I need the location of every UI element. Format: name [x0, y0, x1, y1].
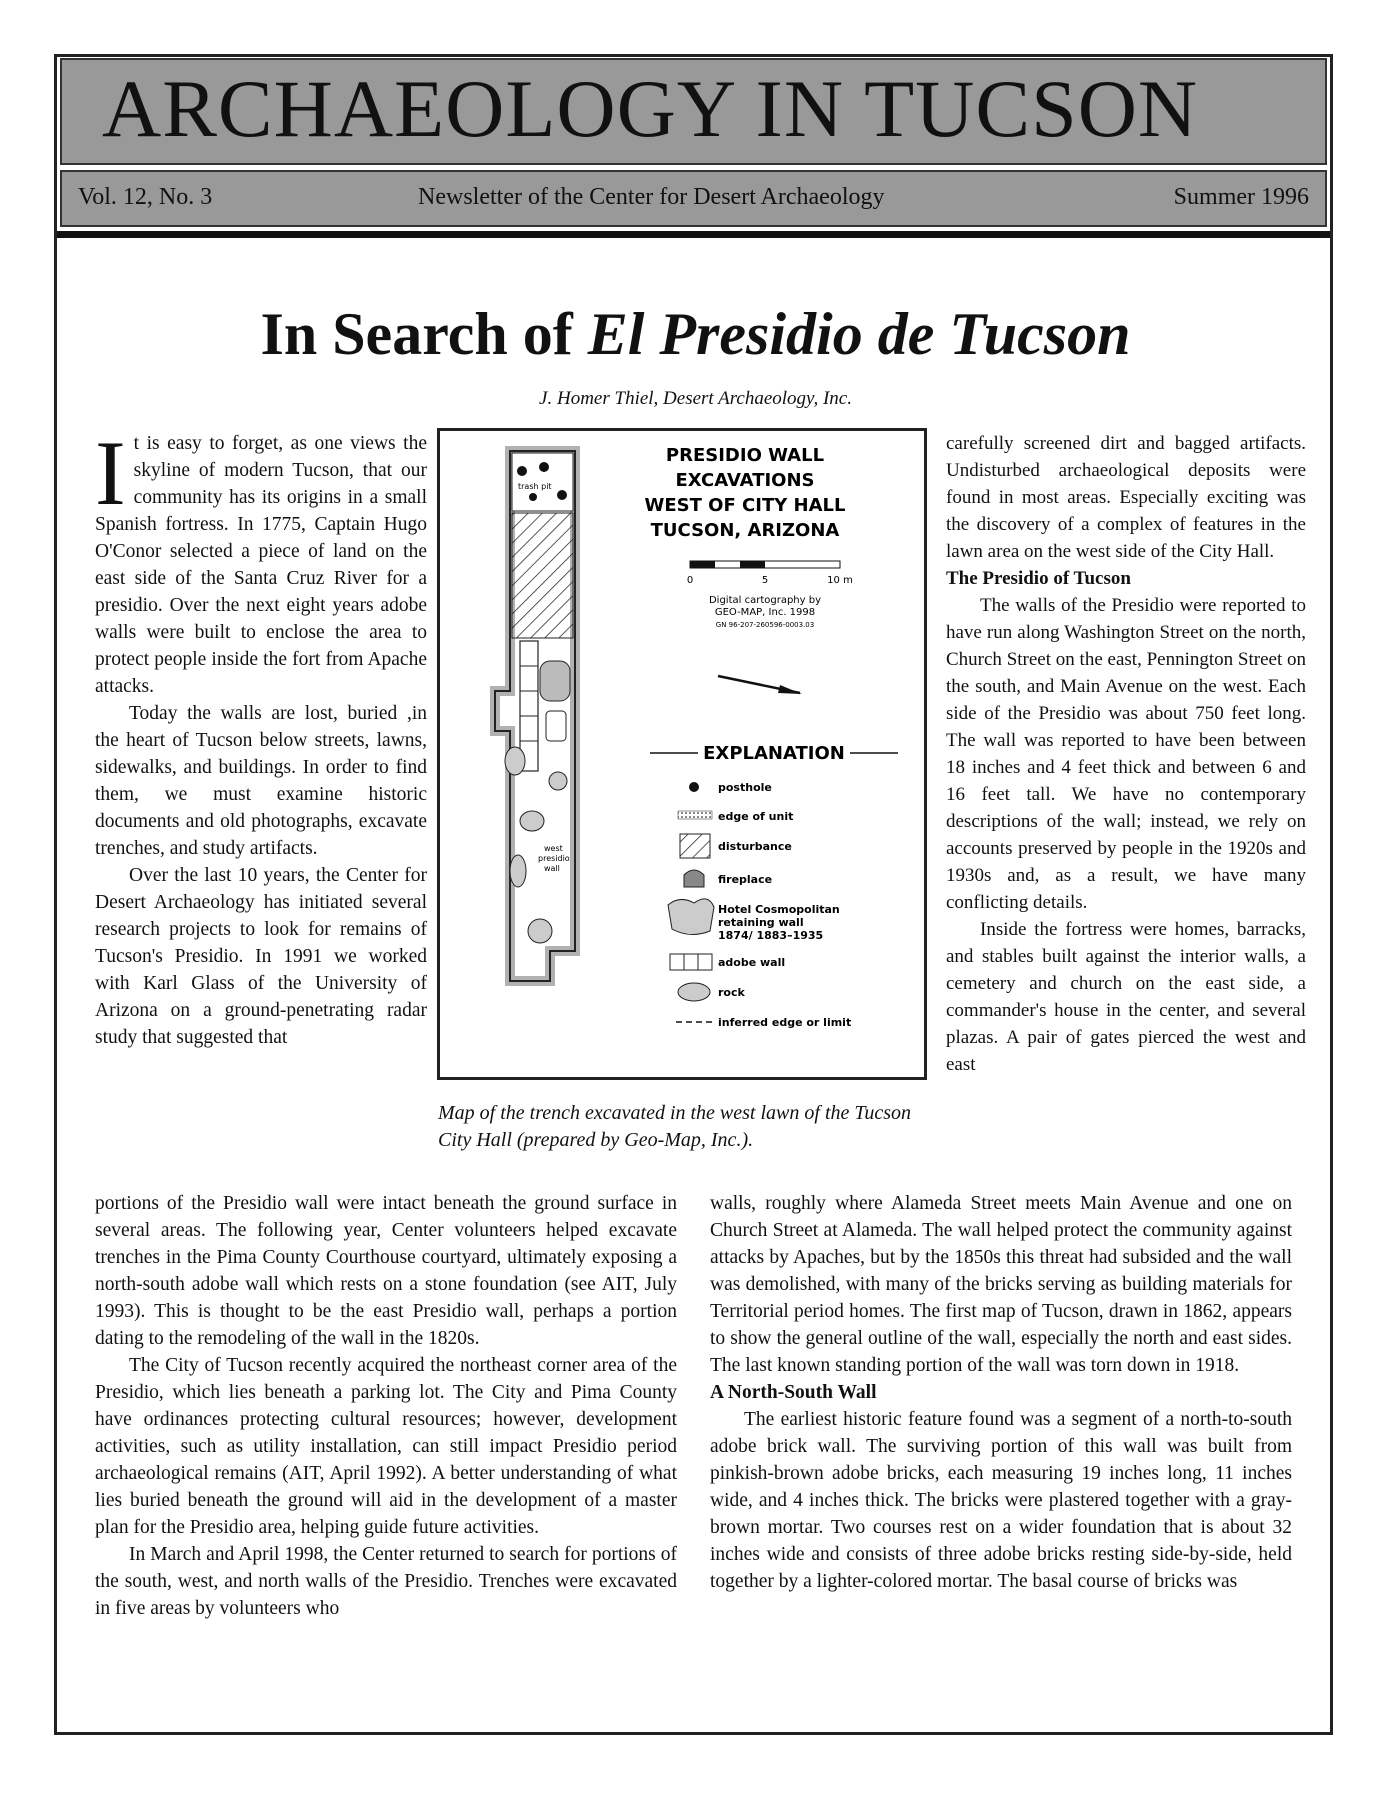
map-caption: Map of the trench excavated in the west lawn of the Tucson City Hall (prepared by Geo-Map, Inc.).: [438, 1102, 912, 1151]
credit-3: GN 96-207-260596-0003.03: [715, 621, 815, 629]
trench-map-figure: [437, 428, 927, 1080]
article-byline: J. Homer Thiel, Desert Archaeology, Inc.: [539, 388, 852, 409]
legend-adobe-wall: adobe wall: [718, 956, 786, 969]
drop-cap: I: [95, 422, 126, 524]
masthead: [60, 58, 1327, 165]
paragraph: Inside the fortress were homes, barracks, and stables built against the interior walls, a cemetery and church on the east side, a commander's house in the center, and several plazas. A pair of gates pierced the west and east: [946, 919, 1306, 1075]
scale-0: 0: [686, 575, 694, 586]
article-title-plain: In Search of: [260, 301, 573, 367]
paragraph: portions of the Presidio wall were intact beneath the ground surface in several areas. The following year, Center volunteers helped excavate trenches in the Pima County Courthouse courtyard, ultimately exposing a north-south adobe wall which rests on a stone foundation (see AIT, July 1993). This is thought to be the east Presidio wall, perhaps a portion dating to the remodeling of the wall in the 1820s.: [95, 1193, 677, 1349]
left-column: [95, 422, 427, 1051]
paragraph: Today the walls are lost, buried ,in the heart of Tucson below streets, lawns, sidewalks, and buildings. In order to find them, we must examine historic documents and old photographs, excavate trenches, and study artifacts.: [95, 703, 427, 859]
left-lower-column: [95, 1190, 677, 1622]
legend-hotel-2: retaining wall: [718, 916, 804, 929]
map-title-2: EXCAVATIONS: [675, 470, 815, 491]
legend-disturbance: disturbance: [718, 840, 792, 853]
paragraph: The earliest historic feature found was a segment of a north-to-south adobe brick wall. The surviving portion of this wall was built from pinkish-brown adobe bricks, each measuring 19 inches long, 11 inches wide, and 4 inches thick. The bricks were plastered together with a gray-brown mortar. Two courses rest on a wider foundation that is about 32 inches wide and consists of three adobe bricks resting side-by-side, held together by a lighter-colored mortar. The basal course of bricks was: [710, 1409, 1292, 1592]
wall-label-3: wall: [544, 864, 560, 873]
credit-1: Digital cartography by: [708, 595, 822, 606]
scale-10: 10 m: [827, 575, 853, 586]
scale-5: 5: [761, 575, 769, 586]
paragraph: The walls of the Presidio were reported to have run along Washington Street on the north, Church Street on the east, Pennington Street on the south, and Main Avenue on the west. Each side of the Presidio was about 750 feet long. The wall was reported to have been between 18 inches and 4 feet thick and between 6 and 16 feet tall. We have no contemporary descriptions of the wall; instead, we rely on accounts preserved by people in the 1920s and 1930s and, as a result, we have many conflicting details.: [946, 595, 1306, 913]
map-title-4: TUCSON, ARIZONA: [650, 520, 840, 541]
newsletter-subtitle: Newsletter of the Center for Desert Archaeology: [418, 184, 885, 210]
legend-fireplace: fireplace: [718, 873, 773, 886]
article-title-italic: El Presidio de Tucson: [587, 301, 1131, 367]
wall-label-2: presidio: [538, 854, 570, 863]
paragraph: The City of Tucson recently acquired the northeast corner area of the Presidio, which lies beneath a parking lot. The City and Pima County have ordinances protecting cultural resources; however, development activities, such as utility installation, can still impact Presidio period archaeological remains (AIT, April 1992). A better understanding of what lies buried beneath the ground will aid in the development of a master plan for the Presidio area, helping guide future activities.: [95, 1355, 677, 1538]
issue-date: Summer 1996: [1173, 184, 1309, 210]
trench-map: [440, 431, 924, 1077]
paragraph: Over the last 10 years, the Center for Desert Archaeology has initiated several research projects to look for remains of Tucson's Presidio. In 1991 we worked with Karl Glass of the University of Arizona on a ground-penetrating radar study that suggested that: [95, 865, 427, 1048]
legend-inferred-edge: inferred edge or limit: [718, 1016, 852, 1029]
newsletter-title: ARCHAEOLOGY IN TUCSON: [102, 63, 1199, 154]
legend-hotel-1: Hotel Cosmopolitan: [718, 903, 840, 916]
paragraph: In March and April 1998, the Center returned to search for portions of the south, west, and north walls of the Presidio. Trenches were excavated in five areas by volunteers who: [95, 1544, 677, 1619]
legend-rock: rock: [718, 986, 745, 999]
paragraph: carefully screened dirt and bagged artifacts. Undisturbed archaeological deposits were found in most areas. Especially exciting was the discovery of a complex of features in the lawn area on the west side of the City Hall.: [946, 433, 1306, 562]
trash-pit-label: trash pit: [518, 482, 552, 491]
right-lower-column: [710, 1190, 1292, 1595]
map-title-1: PRESIDIO WALL: [665, 445, 825, 466]
paragraph: It is easy to forget, as one views the skyline of modern Tucson, that our community has its origins in a small Spanish fortress. In 1775, Captain Hugo O'Conor selected a piece of land on the east side of the Santa Cruz River for a presidio. Over the next eight years adobe walls were built to enclose the area to protect people inside the fort from Apache attacks.: [95, 422, 427, 697]
article-title: [0, 300, 1391, 369]
legend-hotel-3: 1874/ 1883–1935: [718, 929, 824, 942]
masthead-rule: [57, 231, 1330, 238]
wall-label-1: west: [544, 844, 563, 853]
credit-2: GEO-MAP, Inc. 1998: [714, 607, 816, 618]
explanation-title: EXPLANATION: [703, 743, 845, 764]
legend-posthole: posthole: [718, 781, 772, 794]
issue-info-bar: [60, 170, 1327, 227]
section-heading-north-south-wall: A North-South Wall: [710, 1382, 877, 1403]
paragraph: walls, roughly where Alameda Street meets Main Avenue and one on Church Street at Alameda. The wall helped protect the community against attacks by Apaches, but by the 1850s this threat had subsided and the wall was demolished, with many of the bricks serving as building materials for Territorial period homes. The first map of Tucson, drawn in 1862, appears to show the general outline of the wall, especially the north and east sides. The last known standing portion of the wall was torn down in 1918.: [710, 1193, 1292, 1376]
volume-number: Vol. 12, No. 3: [78, 184, 213, 210]
right-column: [946, 430, 1306, 1078]
section-heading-presidio: The Presidio of Tucson: [946, 568, 1131, 589]
legend-edge-of-unit: edge of unit: [718, 810, 794, 823]
map-title-3: WEST OF CITY HALL: [644, 495, 846, 516]
